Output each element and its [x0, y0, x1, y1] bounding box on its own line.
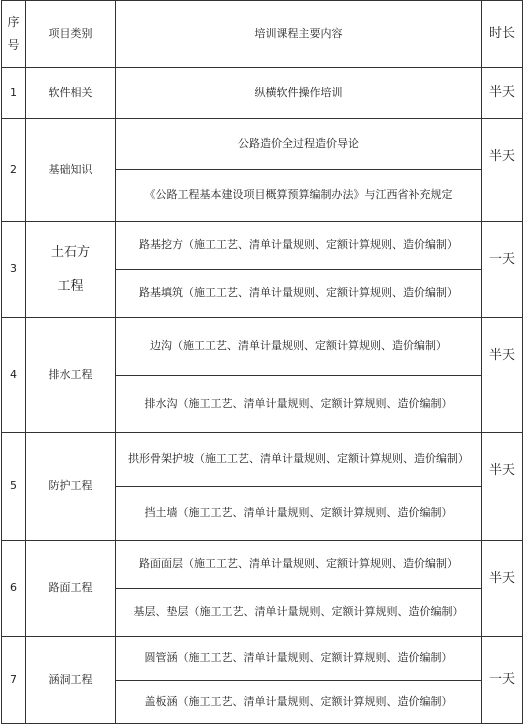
row-category-line: 工程	[57, 278, 84, 294]
row-content: 基层、垫层（施工工艺、清单计量规则、定额计算规则、造价编制）	[116, 589, 482, 637]
row-duration: 半天	[482, 433, 523, 541]
row-category: 基础知识	[26, 119, 116, 222]
row-content: 公路造价全过程造价导论	[116, 119, 482, 170]
row-content: 拱形骨架护坡（施工工艺、清单计量规则、定额计算规则、造价编制）	[116, 433, 482, 487]
row-number: 6	[2, 541, 26, 637]
row-duration: 半天	[482, 318, 523, 433]
row-duration: 半天	[482, 119, 523, 222]
header-row	[2, 1, 523, 68]
row-category: 软件相关	[26, 68, 116, 119]
row-duration: 一天	[482, 222, 523, 318]
row-content: 盖板涵（施工工艺、清单计量规则、定额计算规则、造价编制）	[116, 681, 482, 724]
row-duration: 半天	[482, 68, 523, 119]
row-content: 路基挖方（施工工艺、清单计量规则、定额计算规则、造价编制）	[116, 222, 482, 270]
table-row	[2, 318, 523, 376]
training-schedule-table	[1, 0, 523, 724]
row-content: 纵横软件操作培训	[116, 68, 482, 119]
row-content: 排水沟（施工工艺、清单计量规则、定额计算规则、造价编制）	[116, 376, 482, 433]
row-category: 排水工程	[26, 318, 116, 433]
row-number: 1	[2, 68, 26, 119]
table-row	[2, 637, 523, 681]
row-category: 涵洞工程	[26, 637, 116, 724]
row-category: 防护工程	[26, 433, 116, 541]
table-row	[2, 222, 523, 270]
row-duration: 一天	[482, 637, 523, 724]
row-duration: 半天	[482, 541, 523, 637]
row-content: 边沟（施工工艺、清单计量规则、定额计算规则、造价编制）	[116, 318, 482, 376]
row-content: 路面面层（施工工艺、清单计量规则、定额计算规则、造价编制）	[116, 541, 482, 589]
row-number: 4	[2, 318, 26, 433]
row-content: 挡土墙（施工工艺、清单计量规则、定额计算规则、造价编制）	[116, 487, 482, 541]
header-duration: 时长	[482, 1, 523, 68]
row-number: 7	[2, 637, 26, 724]
table-row	[2, 119, 523, 170]
row-category	[26, 222, 116, 318]
header-seq: 序号	[2, 1, 26, 68]
table-row	[2, 433, 523, 487]
row-category: 路面工程	[26, 541, 116, 637]
row-content: 路基填筑（施工工艺、清单计量规则、定额计算规则、造价编制）	[116, 270, 482, 318]
row-category-line: 土石方	[50, 244, 90, 260]
row-number: 2	[2, 119, 26, 222]
row-number: 5	[2, 433, 26, 541]
header-content: 培训课程主要内容	[116, 1, 482, 68]
row-content: 圆管涵（施工工艺、清单计量规则、定额计算规则、造价编制）	[116, 637, 482, 681]
row-number: 3	[2, 222, 26, 318]
table-row	[2, 541, 523, 589]
table-row	[2, 68, 523, 119]
row-content: 《公路工程基本建设项目概算预算编制办法》与江西省补充规定	[116, 170, 482, 222]
header-category: 项目类别	[26, 1, 116, 68]
